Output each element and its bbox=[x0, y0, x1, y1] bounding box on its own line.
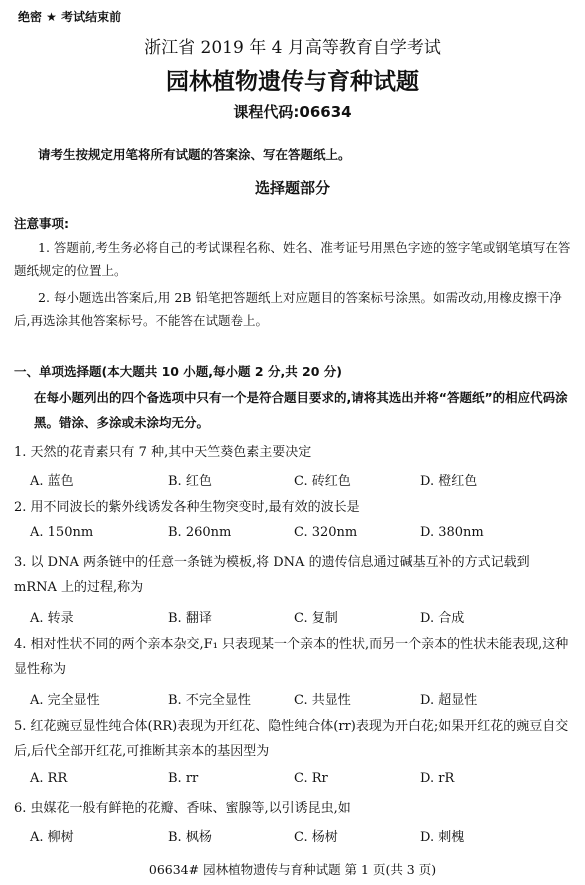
option-a: A. RR bbox=[30, 771, 68, 786]
question-options bbox=[30, 771, 570, 793]
option-c: C. Rr bbox=[294, 771, 328, 786]
question-options bbox=[30, 607, 570, 629]
option-c: C. 砖红色 bbox=[294, 474, 351, 489]
course-code: 课程代码:06634 bbox=[233, 103, 352, 121]
exam-name: 浙江省 2019 年 4 月高等教育自学考试 bbox=[144, 38, 441, 58]
option-b: B. rr bbox=[168, 771, 199, 786]
option-c: C. 共显性 bbox=[294, 693, 351, 708]
option-d: D. 刺槐 bbox=[420, 830, 465, 845]
question-options bbox=[30, 525, 570, 547]
question-text: 2. 用不同波长的紫外线诱发各种生物突变时,最有效的波长是 bbox=[14, 500, 360, 515]
note-item: 1. 答题前,考生务必将自己的考试课程名称、姓名、准考证号用黑色字迹的签字笔或钢笔填写在答题纸规定的位置上。 bbox=[14, 240, 571, 278]
option-c: C. 320nm bbox=[294, 525, 358, 540]
question-text: 3. 以 DNA 两条链中的任意一条链为模板,将 DNA 的遗传信息通过碱基互补的方式记载到 mRNA 上的过程,称为 bbox=[14, 555, 530, 595]
page-footer: 06634# 园林植物遗传与育种试题 第 1 页(共 3 页) bbox=[148, 862, 437, 877]
answer-instruction: 请考生按规定用笔将所有试题的答案涂、写在答题纸上。 bbox=[38, 147, 351, 162]
option-c: C. 杨树 bbox=[294, 830, 338, 845]
section-heading: 一、单项选择题(本大题共 10 小题,每小题 2 分,共 20 分) bbox=[14, 364, 343, 379]
option-a: A. 150nm bbox=[30, 525, 94, 540]
question-text: 6. 虫媒花一般有鲜艳的花瓣、香味、蜜腺等,以引诱昆虫,如 bbox=[14, 801, 351, 816]
page-title: 园林植物遗传与育种试题 bbox=[166, 68, 419, 95]
option-d: D. rR bbox=[420, 771, 455, 786]
option-b: B. 红色 bbox=[168, 474, 212, 489]
question-text: 1. 天然的花青素只有 7 种,其中天竺葵色素主要决定 bbox=[14, 445, 312, 460]
section-note: 在每小题列出的四个备选项中只有一个是符合题目要求的,请将其选出并将“答题纸”的相应代码涂黑。错涂、多涂或未涂均无分。 bbox=[34, 390, 568, 430]
question-options bbox=[30, 470, 570, 492]
question-options bbox=[30, 689, 570, 711]
option-d: D. 合成 bbox=[420, 611, 465, 626]
option-d: D. 380nm bbox=[420, 525, 484, 540]
question-options bbox=[30, 826, 570, 848]
option-b: B. 不完全显性 bbox=[168, 693, 251, 708]
option-d: D. 橙红色 bbox=[420, 474, 478, 489]
option-a: A. 蓝色 bbox=[30, 474, 74, 489]
notes-heading: 注意事项: bbox=[14, 216, 69, 231]
option-b: B. 260nm bbox=[168, 525, 232, 540]
note-item: 2. 每小题选出答案后,用 2B 铅笔把答题纸上对应题目的答案标号涂黑。如需改动,用橡皮擦干净后,再选涂其他答案标号。不能答在试题卷上。 bbox=[14, 290, 562, 328]
option-a: A. 转录 bbox=[30, 611, 74, 626]
confidential-label: 绝密 ★ 考试结束前 bbox=[18, 10, 122, 24]
option-b: B. 枫杨 bbox=[168, 830, 212, 845]
part-title: 选择题部分 bbox=[254, 179, 330, 197]
option-a: A. 完全显性 bbox=[30, 693, 100, 708]
option-a: A. 柳树 bbox=[30, 830, 74, 845]
option-d: D. 超显性 bbox=[420, 693, 478, 708]
option-b: B. 翻译 bbox=[168, 611, 212, 626]
question-text: 5. 红花豌豆显性纯合体(RR)表现为开红花、隐性纯合体(rr)表现为开白花;如果开红花的豌豆自交后,后代全部开红花,可推断其亲本的基因型为 bbox=[14, 719, 569, 759]
question-text: 4. 相对性状不同的两个亲本杂交,F₁ 只表现某一个亲本的性状,而另一个亲本的性状未能表现,这种显性称为 bbox=[14, 637, 569, 677]
option-c: C. 复制 bbox=[294, 611, 338, 626]
